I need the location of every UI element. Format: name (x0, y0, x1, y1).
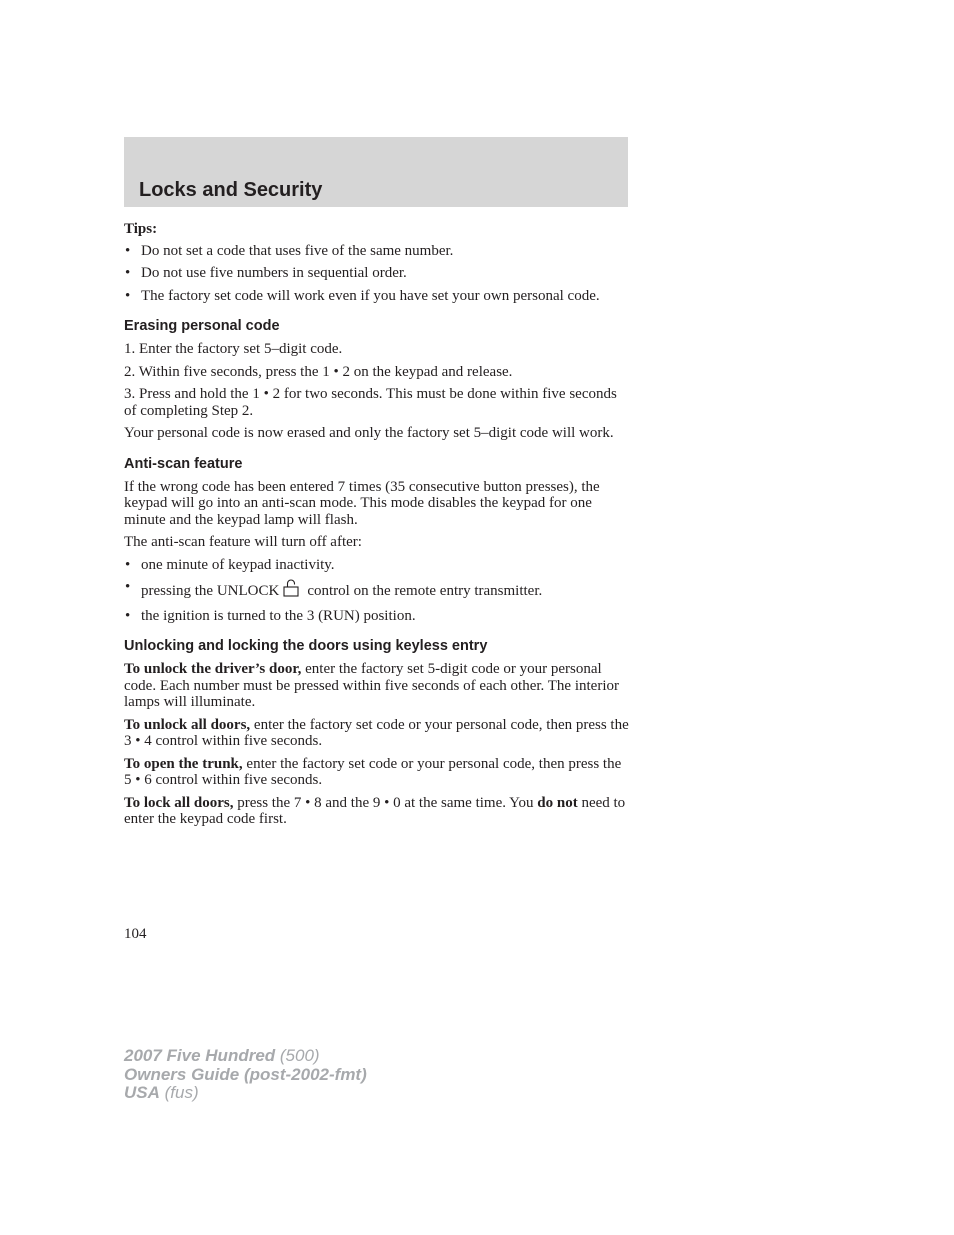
antiscan-list (124, 557, 630, 625)
bullet: • (125, 607, 131, 624)
antiscan-intro: The anti-scan feature will turn off after: (124, 534, 362, 550)
antiscan-paragraph: If the wrong code has been entered 7 times (35 consecutive button presses), the keypad will go into an anti-scan mode. This mode disables the keypad for one minute and the keypad lamp will flash. (124, 478, 600, 528)
list-item: • Do not use five numbers in sequential order. (125, 265, 407, 281)
list-item: • the ignition is turned to the 3 (RUN) position. (125, 607, 416, 624)
section-header-band (124, 137, 628, 207)
footer-line: 2007 Five Hundred (500) (124, 1046, 320, 1065)
bullet: • (125, 287, 131, 304)
list-item: • one minute of keypad inactivity. (125, 556, 335, 573)
footer-line: Owners Guide (post-2002-fmt) (124, 1064, 367, 1084)
bullet: • (125, 242, 131, 259)
keyless-driver-paragraph: To unlock the driver’s door, enter the factory set 5-digit code or your personal code. Each number must be pressed within five seconds of each other. The interior lamps will illuminate. (124, 661, 619, 710)
footer-line: USA (fus) (124, 1083, 199, 1102)
keyless-heading: Unlocking and locking the doors using keyless entry (124, 638, 488, 654)
erasing-note: Your personal code is now erased and only the factory set 5–digit code will work. (124, 425, 614, 441)
antiscan-heading: Anti-scan feature (124, 455, 243, 472)
erasing-step: 3. Press and hold the 1 • 2 for two seconds. This must be done within five seconds of completing Step 2. (124, 386, 617, 419)
erasing-step: 2. Within five seconds, press the 1 • 2 on the keypad and release. (124, 363, 513, 380)
tips-label: Tips: (124, 221, 158, 237)
list-item: • pressing the UNLOCK control on the remote entry transmitter. (124, 579, 630, 602)
keyless-trunk-paragraph: To open the trunk, enter the factory set code or your personal code, then press the 5 • 6 control within five seconds. (124, 755, 622, 788)
tips-list (124, 243, 630, 305)
page-number: 104 (124, 926, 147, 942)
list-item: • The factory set code will work even if you have set your own personal code. (125, 287, 600, 304)
erasing-step: 1. Enter the factory set 5–digit code. (124, 341, 343, 357)
keyless-lock-paragraph: To lock all doors, press the 7 • 8 and the 9 • 0 at the same time. You do not need to enter the keypad code first. (124, 794, 626, 827)
section-title: Locks and Security (139, 179, 323, 201)
bullet: • (125, 579, 131, 595)
bullet: • (125, 265, 131, 281)
bullet: • (125, 556, 131, 573)
erasing-heading: Erasing personal code (124, 318, 280, 334)
page-content (124, 221, 630, 834)
unlock-padlock-icon (283, 579, 299, 602)
keyless-all-paragraph: To unlock all doors, enter the factory set code or your personal code, then press the 3 • 4 control within five seconds. (124, 716, 629, 749)
list-item: • Do not set a code that uses five of the same number. (125, 242, 454, 259)
document-footer (124, 1047, 367, 1103)
